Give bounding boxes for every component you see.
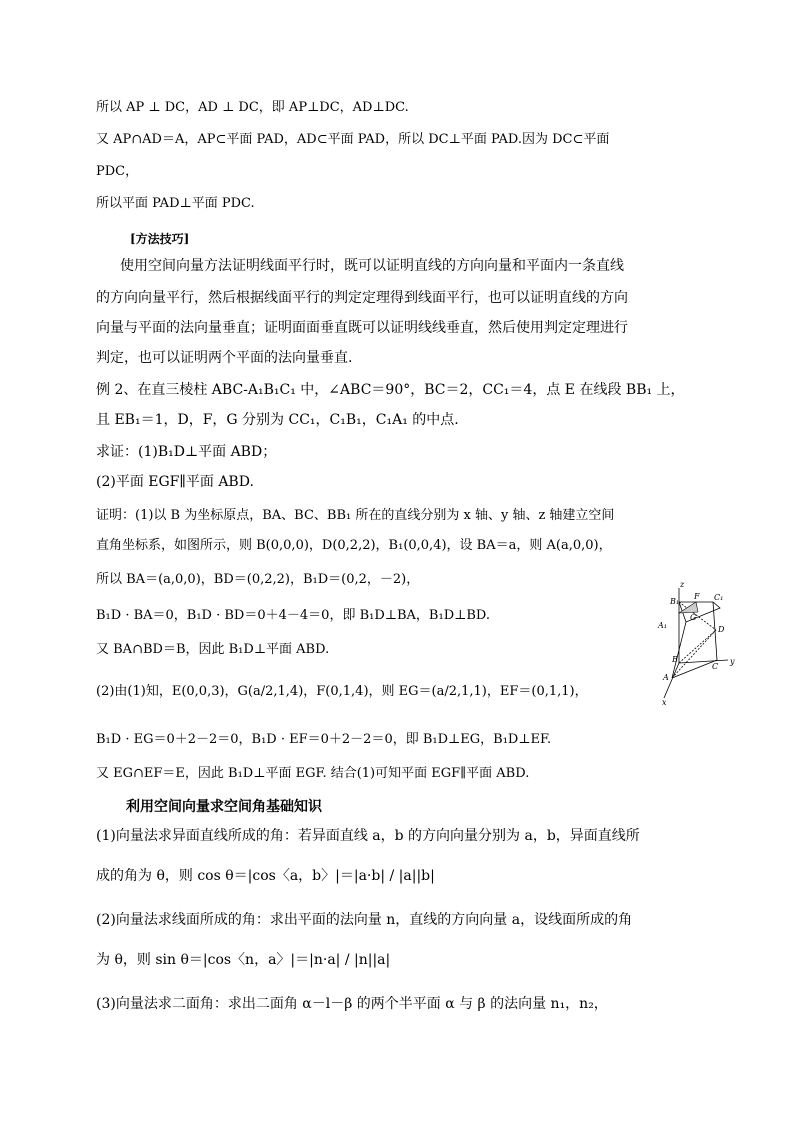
knowledge-line-5: (3)向量法求二面角：求出二面角 α－l－β 的两个半平面 α 与 β 的法向量 n₁，n₂，: [96, 996, 608, 1012]
label-b: B: [672, 655, 678, 664]
tips-para-2: 的方向向量平行，然后根据线面平行的判定定理得到线面平行，也可以证明直线的方向: [96, 290, 628, 306]
label-a1: A₁: [658, 621, 667, 630]
label-a: A: [663, 673, 669, 682]
proof-line-5: 又 BA∩BD＝B，因此 B₁D⊥平面 ABD.: [96, 642, 330, 657]
example-line-2: 且 EB₁＝1，D，F，G 分别为 CC₁，C₁B₁，C₁A₁ 的中点.: [96, 412, 459, 428]
method-heading: [方法技巧]: [130, 232, 190, 246]
proof-line-8: 又 EG∩EF＝E，因此 B₁D⊥平面 EGF. 结合(1)可知平面 EGF∥平面 ABD.: [96, 766, 530, 781]
tips-para-3: 向量与平面的法向量垂直；证明面面垂直既可以证明线线垂直，然后使用判定定理进行: [96, 320, 628, 336]
label-c: C: [712, 662, 719, 671]
tips-para-1: 使用空间向量方法证明线面平行时，既可以证明直线的方向向量和平面内一条直线: [120, 258, 624, 274]
tips-para-4: 判定，也可以证明两个平面的法向量垂直.: [96, 350, 353, 366]
section-subheading: 利用空间向量求空间角基础知识: [126, 799, 322, 815]
line-a-d: [672, 630, 719, 678]
line-b-d: [679, 630, 716, 663]
proof-line-2: 直角坐标系，如图所示，则 B(0,0,0)，D(0,2,2)，B₁(0,0,4)，设 BA＝a，则 A(a,0,0)，: [96, 538, 612, 553]
example-line-1: 例 2、在直三棱柱 ABC-A₁B₁C₁ 中，∠ABC＝90°，BC＝2，CC₁＝4，点 E 在线段 BB₁ 上，: [96, 382, 685, 398]
proof-line-3: 所以 BA＝(a,0,0)，BD＝(0,2,2)，B₁D＝(0,2，－2)，: [96, 572, 420, 587]
label-z: z: [680, 580, 685, 589]
knowledge-line-4: 为 θ，则 sin θ＝|cos〈n，a〉|＝|n·a| / |n||a|: [96, 952, 391, 968]
line-b1-d: [679, 602, 716, 630]
line-3: PDC，: [96, 164, 139, 179]
label-y: y: [730, 657, 735, 666]
label-f: F: [694, 592, 700, 601]
proof-line-1: 证明：(1)以 B 为坐标原点，BA、BC、BB₁ 所在的直线分别为 x 轴、y 轴、z 轴建立空间: [96, 508, 615, 523]
label-b1: B₁: [670, 597, 680, 606]
label-d: D: [718, 625, 725, 634]
proof-line-4: B₁D · BA＝0，B₁D · BD＝0＋4－4＝0，即 B₁D⊥BA，B₁D⊥BD.: [96, 608, 490, 623]
label-x: x: [662, 698, 667, 707]
knowledge-line-1: (1)向量法求异面直线所成的角：若异面直线 a，b 的方向向量分别为 a，b，异面直线所: [96, 828, 640, 844]
line-1: 所以 AP ⊥ DC，AD ⊥ DC，即 AP⊥DC，AD⊥DC.: [96, 100, 409, 115]
proof-line-6: (2)由(1)知，E(0,0,3)，G(a/2,1,4)，F(0,1,4)，则 EG＝(a/2,1,1)，EF＝(0,1,1)，: [96, 684, 588, 699]
example-line-4: (2)平面 EGF∥平面 ABD.: [96, 474, 254, 490]
egf-face: [679, 602, 698, 613]
line-2: 又 AP∩AD＝A，AP⊂平面 PAD，AD⊂平面 PAD，所以 DC⊥平面 PAD.因为 DC⊂平面: [96, 132, 610, 147]
knowledge-line-2: 成的角为 θ，则 cos θ＝|cos〈a，b〉|＝|a·b| / |a||b|: [96, 868, 435, 884]
proof-line-7: B₁D · EG＝0＋2－2＝0，B₁D · EF＝0＋2－2＝0，即 B₁D⊥EG，B₁D⊥EF.: [96, 732, 552, 747]
example-line-3: 求证：(1)B₁D⊥平面 ABD；: [96, 444, 277, 460]
label-c1: C₁: [714, 593, 724, 602]
prism-figure: [650, 578, 760, 708]
line-4: 所以平面 PAD⊥平面 PDC.: [96, 196, 255, 211]
label-g: G: [690, 613, 697, 622]
knowledge-line-3: (2)向量法求线面所成的角：求出平面的法向量 n，直线的方向向量 a，设线面所成的角: [96, 912, 633, 928]
